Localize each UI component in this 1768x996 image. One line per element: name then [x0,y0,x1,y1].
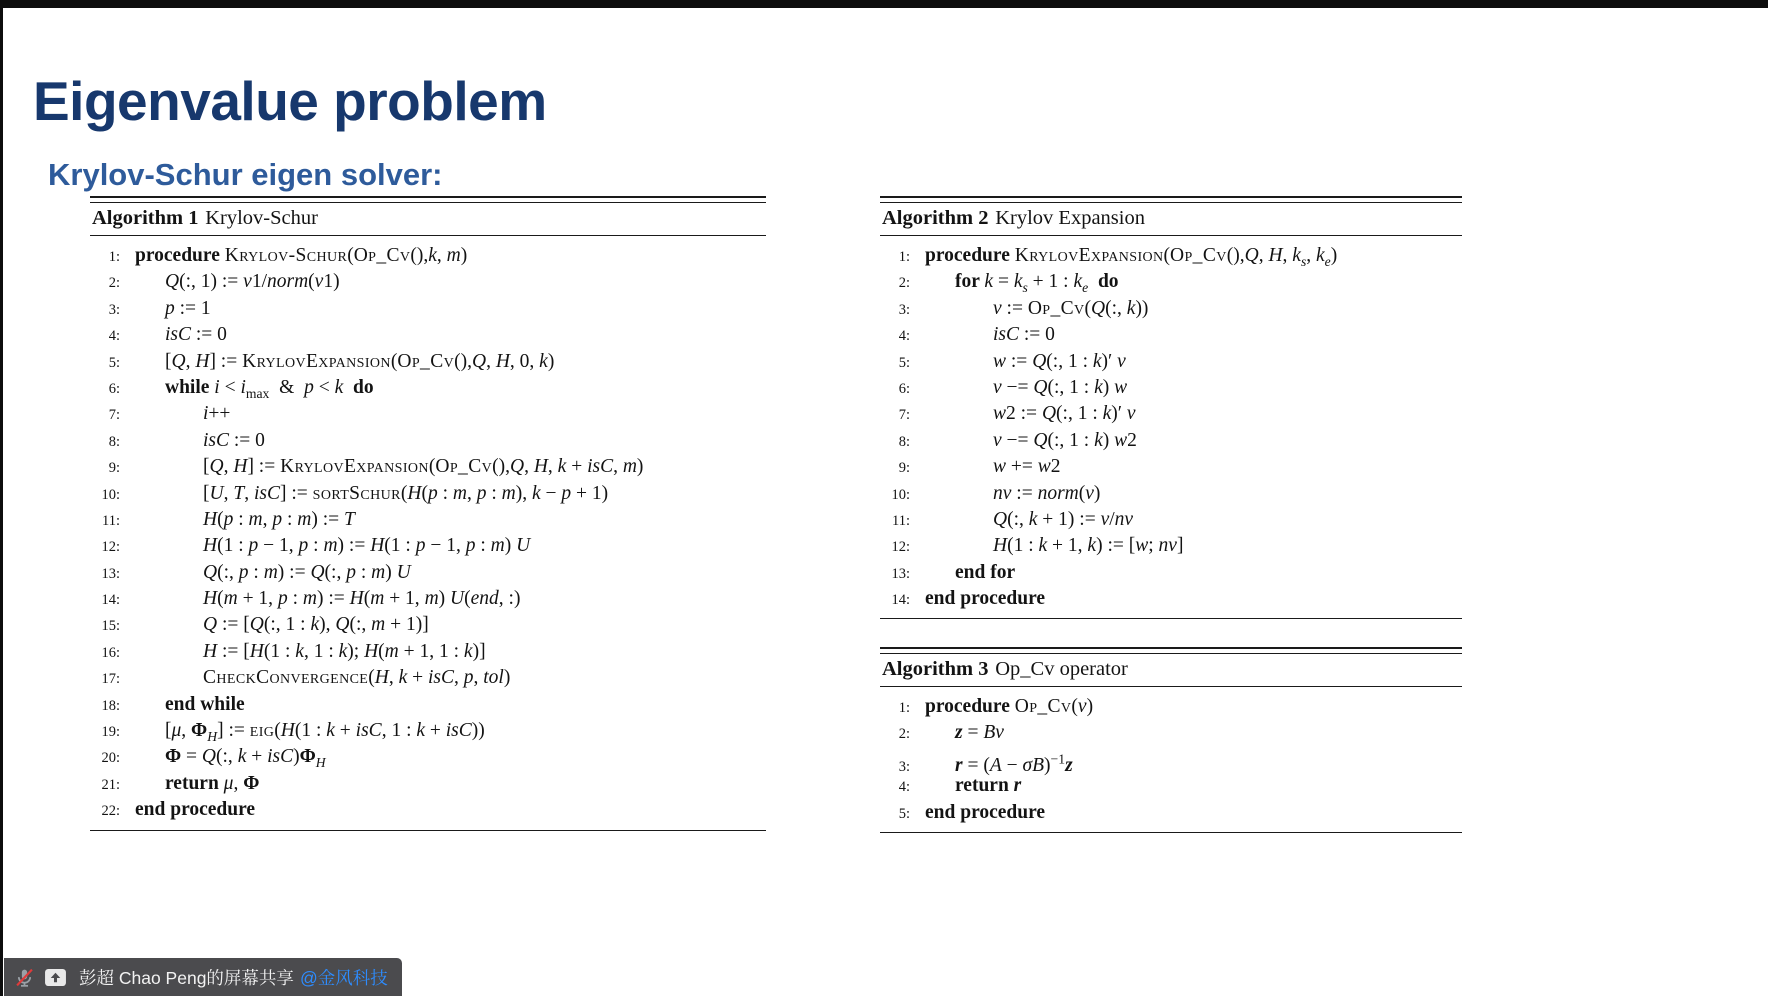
algorithm-2-header [880,203,1462,236]
statement: H(p : m, p : m) := T [203,508,355,530]
statement: H(1 : k + 1, k) := [w; nv] [993,535,1184,557]
algorithm-line [880,349,1462,375]
algorithm-title: Krylov-Schur [205,207,318,229]
statement: isC := 0 [993,324,1055,346]
line-number: 14: [891,592,910,609]
statement: w := Q(:, 1 : k)′ v [993,350,1126,372]
share-banner-text: 彭超 Chao Peng的屏幕共享 [79,967,294,988]
statement: isC := 0 [165,324,227,346]
algorithm-line [90,744,766,770]
statement: v := Op_Cv(Q(:, k)) [993,297,1149,319]
algorithm-top-rule [880,196,1462,203]
algorithm-line [90,665,766,691]
statement: isC := 0 [203,429,265,451]
algorithm-line [880,401,1462,427]
statement: return μ, Φ [165,772,260,794]
line-number: 16: [101,644,120,661]
statement: end procedure [925,588,1046,610]
algorithm-line [880,720,1462,746]
algorithm-label: Algorithm 3 [882,658,989,680]
algorithm-line [880,694,1462,720]
statement: i++ [203,403,231,425]
algorithm-line [90,771,766,797]
statement: Q(:, p : m) := Q(:, p : m) U [203,561,411,583]
line-number: 6: [898,380,910,397]
slide-title: Eigenvalue problem [33,69,547,132]
line-number: 1: [108,249,120,265]
line-number: 2: [898,726,910,743]
algorithm-line [90,692,766,718]
line-number: 6: [108,380,120,397]
line-number: 15: [101,618,120,635]
algorithm-line [880,322,1462,348]
algorithm-line [90,639,766,665]
line-number: 4: [898,328,910,345]
algorithm-line [90,481,766,507]
statement: for $k = k_s + 1$ : $k_e$ do [955,271,1119,296]
statement: w2 := Q(:, 1 : k)′ v [993,403,1136,425]
line-number: 2: [108,275,120,292]
line-number: 10: [101,486,120,503]
algorithm-line [90,296,766,322]
algorithm-line [880,586,1462,612]
algorithm-line [90,586,766,612]
line-number: 22: [101,803,120,820]
statement: nv := norm(v) [993,482,1101,504]
algorithm-line [90,454,766,480]
algorithm-2-box [880,196,1462,619]
algorithm-line [880,747,1462,777]
algorithm-line [90,560,766,586]
line-number: 7: [898,407,910,424]
statement: end while [165,693,245,715]
line-number: 13: [891,565,910,582]
line-number: 9: [898,460,910,477]
statement: end procedure [135,799,256,821]
algorithm-line [880,800,1462,826]
line-number: 8: [898,433,910,450]
algorithm-line [880,428,1462,454]
algorithm-line [90,718,766,744]
line-number: 18: [101,697,120,714]
algorithm-line [90,401,766,427]
left-frame-bar [0,0,3,996]
statement: v −= Q(:, 1 : k) w [993,376,1128,398]
algorithm-line [880,773,1462,799]
algorithm-2-body [880,236,1462,619]
line-number: 14: [101,592,120,609]
algorithm-line [880,533,1462,559]
statement: [μ, $\Phi_H$] := eig(H(1 : k + isC, 1 : k + isC)) [165,720,485,744]
algorithm-line [90,269,766,295]
algorithm-line [880,243,1462,269]
algorithm-3-header [880,654,1462,687]
line-number: 2: [898,275,910,292]
algorithm-3-body [880,687,1462,833]
muted-mic-icon [14,967,35,988]
line-number: 4: [898,779,910,796]
statement: p := 1 [165,297,211,319]
algorithm-line [90,243,766,269]
statement: [Q, H] := KrylovExpansion(Op_Cv(),Q, H, k + isC, m) [203,456,644,478]
line-number: 4: [108,328,120,345]
algorithm-line [880,296,1462,322]
statement: H(1 : p − 1, p : m) := H(1 : p − 1, p : m) U [203,535,531,557]
statement: end procedure [925,801,1046,823]
statement: [U, T, isC] := sortSchur(H(p : m, p : m), k − p + 1) [203,482,609,504]
top-frame-bar [0,0,1768,8]
line-number: 3: [898,301,910,318]
algorithm-1-box [90,196,766,831]
statement: H := [H(1 : k, 1 : k); H(m + 1, 1 : k)] [203,640,486,662]
line-number: 5: [108,354,120,371]
statement: while $i < i_{max}$ & p < k do [165,376,374,401]
statement: Q(:, k + 1) := v/nv [993,508,1134,530]
line-number: 3: [898,759,910,776]
line-number: 9: [108,460,120,477]
slide-subtitle: Krylov-Schur eigen solver: [48,156,443,192]
algorithm-label: Algorithm 1 [92,207,199,229]
line-number: 21: [101,776,120,793]
statement: H(m + 1, p : m) := H(m + 1, m) U(end, :) [203,588,521,610]
algorithm-line [90,507,766,533]
algorithm-line [90,375,766,401]
line-number: 5: [898,354,910,371]
algorithm-title: Op_Cv operator [995,658,1128,680]
statement: [Q, H] := KrylovExpansion(Op_Cv(),Q, H, 0, k) [165,350,555,372]
algorithm-line [880,269,1462,295]
algorithm-line [880,454,1462,480]
statement: procedure KrylovExpansion(Op_Cv(),Q, H, $k_s$, $k_e$) [925,245,1338,269]
algorithm-title: Krylov Expansion [995,207,1145,229]
line-number: 7: [108,407,120,424]
line-number: 1: [898,249,910,265]
algorithm-line [90,322,766,348]
statement: procedure Op_Cv(v) [925,696,1094,717]
line-number: 11: [892,512,910,529]
statement: Q(:, 1) := v1/norm(v1) [165,271,340,293]
algorithm-3-box [880,647,1462,833]
line-number: 13: [101,565,120,582]
algorithm-line [90,612,766,638]
algorithm-line [90,349,766,375]
algorithm-label: Algorithm 2 [882,207,989,229]
algorithm-line [90,533,766,559]
line-number: 3: [108,301,120,318]
algorithm-line [880,560,1462,586]
line-number: 12: [891,539,910,556]
line-number: 17: [101,671,120,688]
line-number: 1: [898,700,910,716]
share-banner-company-link[interactable]: @金风科技 [299,967,388,988]
line-number: 5: [898,805,910,822]
statement: end for [955,561,1016,583]
algorithm-top-rule [90,196,766,203]
statement: w += w2 [993,456,1061,478]
line-number: 11: [102,512,120,529]
statement: Q := [Q(:, 1 : k), Q(:, m + 1)] [203,614,429,636]
statement: v −= Q(:, 1 : k) w2 [993,429,1137,451]
algorithm-line [880,481,1462,507]
statement: $r = (A - \sigma B)^{-1}z$ [955,751,1073,777]
algorithm-1-body [90,236,766,831]
algorithm-line [90,797,766,823]
algorithm-line [880,375,1462,401]
statement: CheckConvergence(H, k + isC, p, tol) [203,667,511,689]
line-number: 20: [101,750,120,767]
line-number: 12: [101,539,120,556]
line-number: 19: [101,724,120,741]
screen-share-banner [4,958,402,996]
statement: return r [955,775,1022,797]
algorithm-top-rule [880,647,1462,654]
algorithm-line [90,428,766,454]
line-number: 10: [891,486,910,503]
algorithm-1-header [90,203,766,236]
line-number: 8: [108,433,120,450]
statement: z = Bv [955,722,1004,744]
statement: procedure Krylov-Schur(Op_Cv(),k, m) [135,245,468,266]
screen-share-icon [44,968,67,987]
statement: Φ = Q(:, $k + isC)\Phi_H$ [165,746,326,771]
algorithm-line [880,507,1462,533]
